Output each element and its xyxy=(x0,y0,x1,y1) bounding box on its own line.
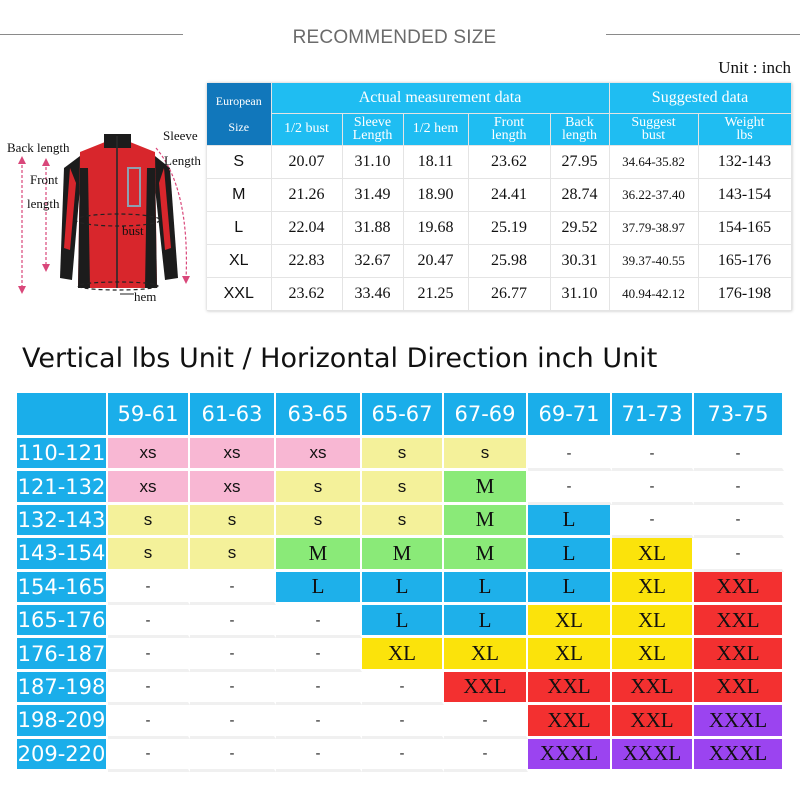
table-cell: 39.37-40.55 xyxy=(609,244,698,277)
size-cell: S xyxy=(207,145,271,178)
grid-cell: s xyxy=(362,471,444,504)
grid-column-header: 69-71 xyxy=(528,393,612,438)
size-cell: L xyxy=(207,211,271,244)
grid-cell: XL xyxy=(612,572,694,605)
column-header: Weight lbs xyxy=(698,113,791,145)
table-row xyxy=(207,145,791,178)
grid-cell: XXL xyxy=(694,638,784,671)
grid-row-header: 143-154 xyxy=(17,538,108,571)
table-cell: 33.46 xyxy=(342,277,403,310)
grid-cell: XXL xyxy=(612,672,694,705)
grid-cell: - xyxy=(276,739,362,772)
grid-cell: XL xyxy=(612,638,694,671)
grid-cell: XXXL xyxy=(612,739,694,772)
column-header: Front length xyxy=(468,113,550,145)
grid-column-header: 65-67 xyxy=(362,393,444,438)
grid-cell: - xyxy=(190,638,276,671)
table-cell: 36.22-37.40 xyxy=(609,178,698,211)
grid-cell: s xyxy=(444,438,528,471)
grid-row-header: 154-165 xyxy=(17,572,108,605)
grid-cell: s xyxy=(108,538,190,571)
grid-row xyxy=(17,538,784,571)
table-cell: 21.26 xyxy=(271,178,342,211)
grid-cell: XXXL xyxy=(694,739,784,772)
grid-cell: L xyxy=(444,572,528,605)
grid-cell: - xyxy=(190,739,276,772)
grid-cell: M xyxy=(444,505,528,538)
grid-row-header: 209-220 xyxy=(17,739,108,772)
grid-cell: XXL xyxy=(694,572,784,605)
grid-cell: - xyxy=(694,505,784,538)
sleeve-length-label-line1: Sleeve xyxy=(163,128,198,143)
table-row xyxy=(207,211,791,244)
table-cell: 18.90 xyxy=(403,178,468,211)
grid-cell: XL xyxy=(444,638,528,671)
size-cell: M xyxy=(207,178,271,211)
table-cell: 22.04 xyxy=(271,211,342,244)
grid-corner xyxy=(17,393,108,438)
grid-cell: - xyxy=(190,672,276,705)
table-cell: 31.10 xyxy=(342,145,403,178)
grid-cell: xs xyxy=(190,471,276,504)
front-length-label-line2: length xyxy=(27,196,60,211)
grid-cell: XXL xyxy=(528,672,612,705)
header-rule-left xyxy=(0,34,183,35)
grid-row xyxy=(17,438,784,471)
table-cell: 31.88 xyxy=(342,211,403,244)
table-cell: 165-176 xyxy=(698,244,791,277)
sleeve-length-label-line2: Length xyxy=(164,153,201,168)
grid-row xyxy=(17,471,784,504)
table-row xyxy=(207,277,791,310)
grid-cell: xs xyxy=(108,438,190,471)
table-cell: 40.94-42.12 xyxy=(609,277,698,310)
grid-cell: xs xyxy=(190,438,276,471)
grid-row-header: 132-143 xyxy=(17,505,108,538)
table-cell: 19.68 xyxy=(403,211,468,244)
grid-cell: XL xyxy=(612,605,694,638)
grid-cell: s xyxy=(276,471,362,504)
grid-cell: XXL xyxy=(694,605,784,638)
grid-row-header: 110-121 xyxy=(17,438,108,471)
grid-cell: - xyxy=(276,672,362,705)
suggested-data-header: Suggested data xyxy=(609,83,791,113)
grid-cell: - xyxy=(276,638,362,671)
grid-cell: M xyxy=(444,538,528,571)
grid-cell: s xyxy=(276,505,362,538)
grid-cell: xs xyxy=(276,438,362,471)
table-row xyxy=(207,178,791,211)
grid-cell: xs xyxy=(108,471,190,504)
grid-cell: - xyxy=(190,572,276,605)
grid-cell: XL xyxy=(528,638,612,671)
grid-cell: - xyxy=(612,438,694,471)
column-header: 1/2 hem xyxy=(403,113,468,145)
grid-cell: XL xyxy=(612,538,694,571)
table-cell: 28.74 xyxy=(550,178,609,211)
grid-cell: XL xyxy=(528,605,612,638)
grid-column-header: 67-69 xyxy=(444,393,528,438)
grid-cell: s xyxy=(190,538,276,571)
grid-cell: s xyxy=(190,505,276,538)
table-cell: 27.95 xyxy=(550,145,609,178)
back-length-label: Back length xyxy=(7,140,70,155)
table-cell: 21.25 xyxy=(403,277,468,310)
grid-cell: - xyxy=(528,471,612,504)
grid-column-header: 61-63 xyxy=(190,393,276,438)
grid-cell: - xyxy=(444,705,528,738)
table-cell: 20.07 xyxy=(271,145,342,178)
grid-cell: - xyxy=(694,538,784,571)
header-rule-right xyxy=(606,34,800,35)
grid-cell: - xyxy=(276,705,362,738)
grid-cell: XL xyxy=(362,638,444,671)
table-cell: 25.19 xyxy=(468,211,550,244)
grid-cell: XXL xyxy=(528,705,612,738)
grid-row-header: 121-132 xyxy=(17,471,108,504)
table-row xyxy=(207,244,791,277)
table-cell: 25.98 xyxy=(468,244,550,277)
hem-label: hem xyxy=(134,289,157,304)
measurement-table xyxy=(207,83,792,311)
grid-row xyxy=(17,572,784,605)
grid-cell: - xyxy=(108,605,190,638)
grid-cell: XXXL xyxy=(528,739,612,772)
table-cell: 20.47 xyxy=(403,244,468,277)
grid-cell: s xyxy=(362,438,444,471)
table-cell: 24.41 xyxy=(468,178,550,211)
grid-column-header: 71-73 xyxy=(612,393,694,438)
grid-cell: - xyxy=(362,739,444,772)
grid-cell: - xyxy=(612,471,694,504)
grid-cell: - xyxy=(612,505,694,538)
grid-row xyxy=(17,505,784,538)
front-length-label-line1: Front xyxy=(30,172,59,187)
size-cell: XXL xyxy=(207,277,271,310)
grid-cell: M xyxy=(362,538,444,571)
grid-cell: - xyxy=(108,739,190,772)
table-cell: 18.11 xyxy=(403,145,468,178)
grid-cell: L xyxy=(276,572,362,605)
grid-cell: L xyxy=(444,605,528,638)
grid-cell: - xyxy=(528,438,612,471)
grid-cell: L xyxy=(362,572,444,605)
grid-cell: - xyxy=(190,705,276,738)
table-cell: 22.83 xyxy=(271,244,342,277)
table-cell: 29.52 xyxy=(550,211,609,244)
table-cell: 34.64-35.82 xyxy=(609,145,698,178)
grid-cell: s xyxy=(108,505,190,538)
grid-cell: L xyxy=(528,538,612,571)
table-cell: 32.67 xyxy=(342,244,403,277)
grid-cell: s xyxy=(362,505,444,538)
grid-row xyxy=(17,605,784,638)
column-header: Sleeve Length xyxy=(342,113,403,145)
page-title: RECOMMENDED SIZE xyxy=(292,27,497,48)
column-header: Suggest bust xyxy=(609,113,698,145)
bust-label: bust xyxy=(122,223,144,238)
table-cell: 31.49 xyxy=(342,178,403,211)
table-cell: 37.79-38.97 xyxy=(609,211,698,244)
jacket-diagram xyxy=(0,128,210,308)
grid-row xyxy=(17,638,784,671)
grid-cell: - xyxy=(362,672,444,705)
grid-cell: XXL xyxy=(612,705,694,738)
grid-row-header: 198-209 xyxy=(17,705,108,738)
grid-column-header: 59-61 xyxy=(108,393,190,438)
grid-cell: - xyxy=(108,672,190,705)
table-cell: 23.62 xyxy=(271,277,342,310)
size-grid xyxy=(17,393,784,772)
european-size-header: European Size xyxy=(207,83,271,145)
unit-label: Unit : inch xyxy=(718,58,791,77)
table-cell: 26.77 xyxy=(468,277,550,310)
grid-cell: - xyxy=(108,572,190,605)
grid-cell: - xyxy=(108,638,190,671)
actual-measurement-header: Actual measurement data xyxy=(271,83,609,113)
grid-cell: - xyxy=(190,605,276,638)
grid-row-header: 176-187 xyxy=(17,638,108,671)
grid-cell: XXL xyxy=(444,672,528,705)
table-cell: 176-198 xyxy=(698,277,791,310)
grid-row xyxy=(17,705,784,738)
grid-cell: M xyxy=(276,538,362,571)
grid-cell: - xyxy=(108,705,190,738)
table-cell: 30.31 xyxy=(550,244,609,277)
table-cell: 154-165 xyxy=(698,211,791,244)
table-cell: 23.62 xyxy=(468,145,550,178)
grid-row xyxy=(17,672,784,705)
grid-row-header: 165-176 xyxy=(17,605,108,638)
grid-cell: L xyxy=(362,605,444,638)
column-header: 1/2 bust xyxy=(271,113,342,145)
grid-column-header: 63-65 xyxy=(276,393,362,438)
grid-cell: - xyxy=(694,438,784,471)
grid-cell: - xyxy=(276,605,362,638)
grid-cell: M xyxy=(444,471,528,504)
grid-cell: - xyxy=(444,739,528,772)
grid-cell: - xyxy=(362,705,444,738)
column-header: Back length xyxy=(550,113,609,145)
table-cell: 143-154 xyxy=(698,178,791,211)
size-grid-title: Vertical lbs Unit / Horizontal Direction inch Unit xyxy=(22,343,658,374)
grid-column-header: 73-75 xyxy=(694,393,784,438)
grid-cell: L xyxy=(528,505,612,538)
size-cell: XL xyxy=(207,244,271,277)
table-cell: 132-143 xyxy=(698,145,791,178)
table-cell: 31.10 xyxy=(550,277,609,310)
grid-cell: XXXL xyxy=(694,705,784,738)
grid-row-header: 187-198 xyxy=(17,672,108,705)
grid-row xyxy=(17,739,784,772)
grid-cell: XXL xyxy=(694,672,784,705)
grid-cell: L xyxy=(528,572,612,605)
grid-cell: - xyxy=(694,471,784,504)
grid-header-row xyxy=(17,393,784,438)
